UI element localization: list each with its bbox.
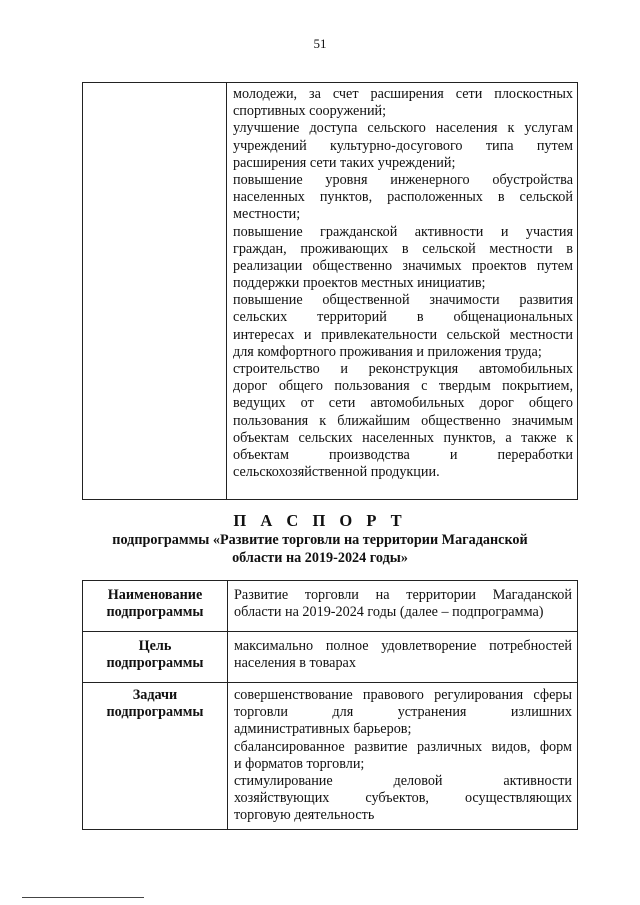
continuation-row [83, 83, 578, 500]
text-line: пользования к ближайшим общественно значимым [233, 412, 573, 429]
row-label-line: Задачи [132, 687, 178, 703]
text-line: расширения сети таких учреждений; [233, 154, 456, 171]
text-line: объектам производства и переработки [233, 446, 573, 463]
text-line: торговли для устранения излишних [234, 704, 572, 721]
text-line: сельских территорий в общенациональных [233, 309, 573, 326]
row-label-line: Наименование [107, 587, 203, 603]
text-line: повышение общественной значимости развития [233, 292, 573, 309]
page-number: 51 [313, 36, 327, 51]
continuation-table [82, 82, 578, 500]
row-label-cell [83, 632, 228, 683]
text-line: населенных пунктов, расположенных в сельской [233, 189, 573, 206]
passport-subtitle-line: подпрограммы «Развитие торговли на территории Магаданской [112, 532, 528, 548]
text-line: ведущих от сети автомобильных дорог общего [233, 395, 573, 412]
row-label-cell [83, 581, 228, 632]
text-line: торговую деятельность [234, 807, 375, 824]
row-label-line: подпрограммы [106, 704, 204, 720]
text-line: стимулирование деловой активности [234, 772, 572, 789]
text-line: административных барьеров; [234, 721, 412, 738]
row-label-line: Цель [138, 638, 172, 654]
row-value-cell [228, 632, 578, 683]
text-line: Развитие торговли на территории Магаданской [234, 587, 572, 603]
row-label-line: подпрограммы [106, 655, 204, 671]
passport-table [82, 580, 578, 830]
passport-title: П А С П О Р Т [233, 511, 407, 530]
text-line: и форматов торговли; [234, 755, 365, 772]
text-line: реализации общественно значимых проектов путем [233, 257, 573, 274]
row-value-cell [228, 683, 578, 830]
text-line: дорог общего пользования с твердым покрытием, [233, 378, 573, 395]
text-line: максимально полное удовлетворение потребностей [234, 638, 572, 654]
text-line: объектам сельских населенных пунктов, а также к [233, 429, 573, 446]
row-label-line: подпрограммы [106, 604, 204, 620]
text-line: интересах и привлекательности сельской местности [233, 326, 573, 343]
text-line: строительство и реконструкция автомобильных [233, 361, 573, 377]
text-line: совершенствование правового регулирования сферы [234, 687, 572, 703]
passport-subtitle-line: области на 2019-2024 годы» [232, 550, 408, 566]
table-row [83, 683, 578, 830]
text-line: для комфортного проживания и приложения труда; [233, 343, 542, 360]
text-line: поддержки проектов местных инициатив; [233, 275, 486, 292]
text-line: учреждений культурно-досугового типа путем [233, 137, 573, 154]
row-value-cell [228, 581, 578, 632]
text-line: повышение гражданской активности и участия [233, 223, 573, 240]
table-row [83, 632, 578, 683]
table-row [83, 581, 578, 632]
text-line: спортивных сооружений; [233, 103, 387, 120]
text-line: области на 2019-2024 годы (далее – подпрограмма) [234, 604, 544, 621]
row-label-cell [83, 683, 228, 830]
text-line: населения в товарах [234, 655, 356, 672]
continuation-value-cell [227, 83, 578, 500]
text-line: сбалансированное развитие различных видов, форм [234, 738, 572, 755]
text-line: повышение уровня инженерного обустройства [233, 171, 573, 188]
text-line: местности; [233, 206, 301, 223]
passport-heading [60, 511, 580, 567]
footnote-divider [22, 897, 144, 898]
continuation-label-cell [83, 83, 227, 500]
text-line: улучшение доступа сельского населения к услугам [233, 120, 573, 137]
text-line: молодежи, за счет расширения сети плоскостных [233, 86, 573, 102]
text-line: граждан, проживающих в сельской местности в [233, 240, 573, 257]
text-line: хозяйствующих субъектов, осуществляющих [234, 790, 572, 807]
text-line: сельскохозяйственной продукции. [233, 464, 440, 481]
